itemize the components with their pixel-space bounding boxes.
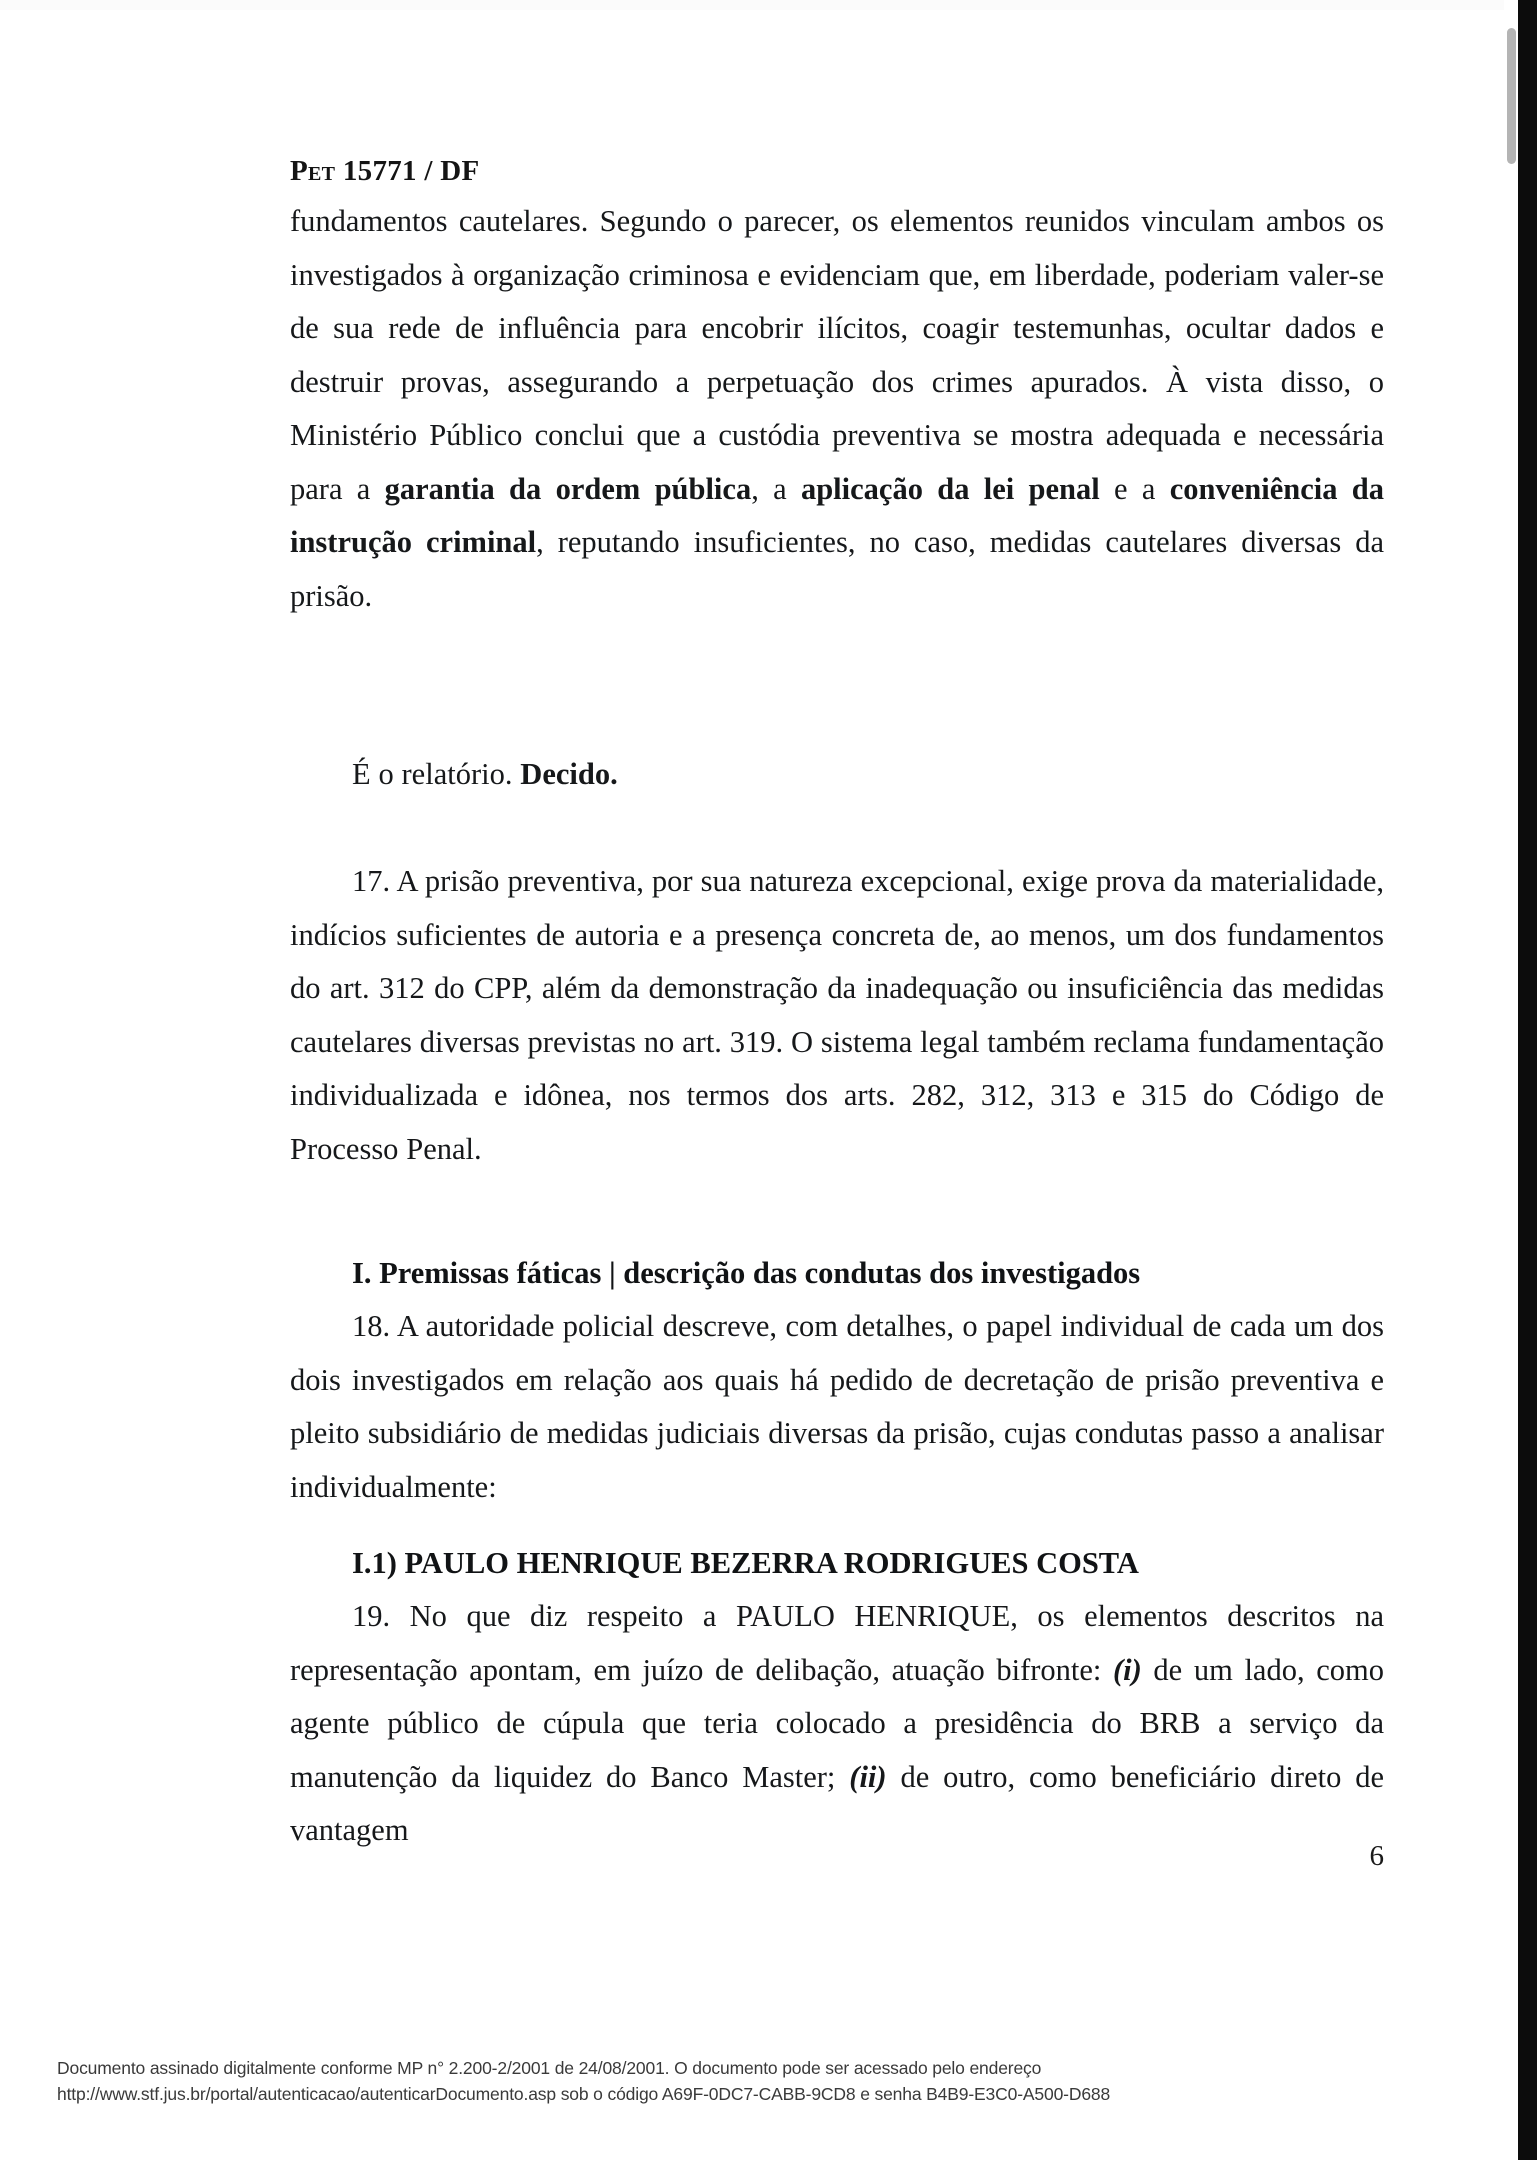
vertical-scrollbar-thumb[interactable] — [1507, 28, 1516, 164]
paragraph-text-part: e a — [1099, 471, 1170, 506]
document-signature-footer — [57, 2055, 1397, 2107]
paragraph-text-part: , a — [751, 471, 801, 506]
paragraph-18: 18. A autoridade policial descreve, com detalhes, o papel individual de cada um dos dois investigados em relação aos quais há pedido de decretação de prisão preventiva e pleito subsidiário de medidas judiciais diversas da prisão, cujas condutas passo a analisar individualmente: — [290, 1309, 1384, 1504]
paragraph-e-o-relatorio-decido — [290, 748, 1384, 802]
paragraph-text-part: fundamentos cautelares. Segundo o parecer, os elementos reunidos vinculam ambos os investigados à organização criminosa e evidenciam que, em liberdade, poderiam valer-se de sua rede de influência para encobrir ilícitos, coagir testemunhas, ocultar dados e destruir provas, assegurando a perpetuação dos crimes apurados. À vista disso, o Ministério Público conclui que a custódia preventiva se mostra adequada e necessária para a — [290, 204, 1384, 506]
paragraph-17: 17. A prisão preventiva, por sua natureza excepcional, exige prova da materialidade, indícios suficientes de autoria e a presença concreta de, ao menos, um dos fundamentos do art. 312 do CPP, além da demonstração da inadequação ou insuficiência das medidas cautelares diversas previstas no art. 319. O sistema legal também reclama fundamentação individualizada e idônea, nos termos dos arts. 282, 312, 313 e 315 do Código de Processo Penal. — [290, 864, 1384, 1166]
list-marker-i: (i) — [1113, 1652, 1142, 1687]
window-right-edge — [1518, 0, 1537, 2160]
paragraph-fundamentos-cautelares — [290, 195, 1384, 623]
paragraph-text-part: 19. No que diz respeito a PAULO HENRIQUE, os elementos descritos na representação apontam, em juízo de delibação, atuação bifronte: — [290, 1599, 1384, 1687]
emphasis-aplicacao-lei-penal: aplicação da lei penal — [800, 471, 1100, 506]
paragraph-text-part: de outro, como beneficiário direto de vantagem — [290, 1759, 1384, 1847]
emphasis-garantia-ordem-publica: garantia da ordem pública — [384, 471, 752, 506]
vertical-scrollbar-track[interactable] — [1504, 0, 1518, 2160]
emphasis-conveniencia-instrucao-criminal: conveniência da instrução criminal — [290, 471, 1384, 559]
emphasis-decido: Decido. — [520, 757, 618, 791]
page-header-case-number: Pet 15771 / DF — [290, 155, 480, 187]
paragraph-19 — [290, 1590, 1384, 1858]
page-number: 6 — [1369, 1840, 1384, 1872]
footer-line-1: Documento assinado digitalmente conforme MP n° 2.200-2/2001 de 24/08/2001. O documento pode ser acessado pelo endereço — [57, 2058, 1042, 2078]
paragraph-text-part: de um lado, como agente público de cúpula que teria colocado a presidência do BRB a serviço da manutenção da liquidez do Banco Master; — [290, 1652, 1384, 1794]
list-marker-ii: (ii) — [849, 1759, 887, 1794]
footer-line-2: http://www.stf.jus.br/portal/autenticacao/autenticarDocumento.asp sob o código A69F-0DC7-CABB-9CD8 e senha B4B9-E3C0-A500-D688 — [57, 2084, 1111, 2104]
section-heading-premissas-faticas: I. Premissas fáticas | descrição das condutas dos investigados — [352, 1256, 1141, 1290]
footer-divider — [0, 2007, 1504, 2008]
subsection-heading-paulo-henrique: I.1) PAULO HENRIQUE BEZERRA RODRIGUES COSTA — [352, 1546, 1139, 1580]
paragraph-text-part: , reputando insuficientes, no caso, medidas cautelares diversas da prisão. — [290, 525, 1384, 613]
relatorio-text: É o relatório. — [352, 757, 521, 791]
